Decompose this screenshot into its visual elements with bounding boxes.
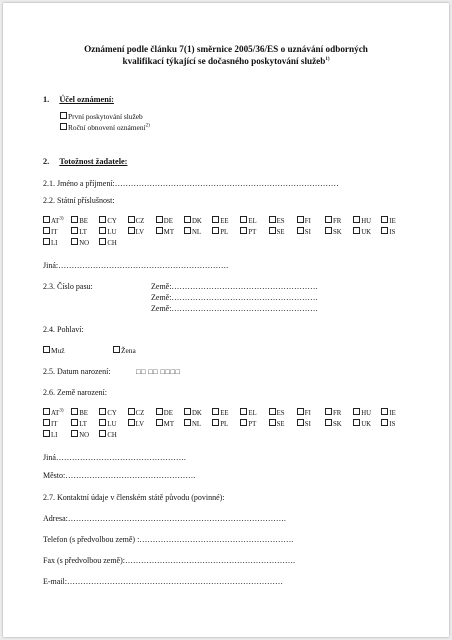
country-code: CZ (135, 218, 145, 225)
checkbox[interactable] (212, 216, 219, 223)
checkbox[interactable] (128, 419, 135, 426)
purpose-option-label: Roční obnovení oznámení (68, 123, 146, 132)
checkbox[interactable] (325, 419, 332, 426)
checkbox[interactable] (184, 216, 191, 223)
country-option-nl[interactable] (184, 419, 201, 428)
birthdate-label: 2.5. Datum narození: (43, 367, 111, 376)
country-code: AT (51, 410, 60, 417)
form-title-line-2-text: kvalifikací týkající se dočasného poskytování služeb (122, 56, 326, 66)
checkbox[interactable] (297, 227, 304, 234)
checkbox[interactable] (325, 227, 332, 234)
country-code: LT (79, 229, 87, 236)
gender-label: 2.4. Pohlaví: (43, 325, 84, 334)
checkbox[interactable] (381, 408, 388, 415)
checkbox[interactable] (71, 419, 78, 426)
country-option-pt[interactable] (240, 227, 256, 236)
checkbox[interactable] (43, 346, 50, 353)
section-2-number: 2. (43, 157, 50, 166)
country-option-no[interactable] (71, 430, 89, 439)
gender-option-female[interactable] (113, 346, 136, 355)
country-code: EE (220, 218, 229, 225)
country-option-ee[interactable] (212, 408, 228, 417)
passport-country-field-3[interactable]: Země:………………………………………………. (151, 304, 318, 313)
country-code: HU (361, 410, 372, 417)
gender-option-label: Muž (51, 346, 65, 355)
checkbox[interactable] (381, 227, 388, 234)
country-option-lt[interactable] (71, 419, 87, 428)
form-page (3, 3, 449, 637)
country-option-cz[interactable] (128, 216, 145, 225)
country-code: CH (107, 432, 117, 439)
country-option-es[interactable] (269, 408, 285, 417)
checkbox[interactable] (269, 227, 276, 234)
checkbox[interactable] (353, 419, 360, 426)
country-option-lv[interactable] (128, 227, 144, 236)
checkbox[interactable] (156, 227, 163, 234)
country-option-fr[interactable] (325, 216, 341, 225)
checkbox[interactable] (43, 419, 50, 426)
checkbox[interactable] (269, 408, 276, 415)
country-option-fi[interactable] (297, 408, 311, 417)
country-code: IT (51, 421, 58, 428)
country-option-lt[interactable] (71, 227, 87, 236)
checkbox[interactable] (325, 216, 332, 223)
country-code: LV (135, 229, 145, 236)
country-option-nl[interactable] (184, 227, 201, 236)
section-1-heading (43, 95, 114, 104)
country-code: PL (220, 421, 229, 428)
country-code: IS (389, 421, 396, 428)
checkbox[interactable] (43, 430, 50, 437)
country-option-no[interactable] (71, 238, 89, 247)
checkbox[interactable] (212, 419, 219, 426)
checkbox[interactable] (240, 408, 247, 415)
email-field[interactable]: E-mail:……………………………………………………………………… (43, 577, 283, 586)
checkbox[interactable] (71, 227, 78, 234)
country-code: MT (163, 421, 174, 428)
passport-country-field-1[interactable]: Země:………………………………………………. (151, 282, 318, 291)
checkbox[interactable] (43, 408, 50, 415)
country-option-hu[interactable] (353, 408, 371, 417)
checkbox[interactable] (212, 408, 219, 415)
country-option-lu[interactable] (99, 227, 116, 236)
country-code: SK (333, 421, 342, 428)
checkbox[interactable] (184, 408, 191, 415)
country-code: LI (51, 240, 58, 247)
nationality-label: 2.2. Státní příslušnost: (43, 196, 115, 205)
country-code: NL (192, 229, 202, 236)
checkbox[interactable] (43, 238, 50, 245)
country-code: ES (276, 410, 285, 417)
checkbox[interactable] (99, 408, 106, 415)
birthdate-boxes[interactable]: □□ □□ □□□□ (136, 367, 181, 376)
country-option-li[interactable] (43, 238, 57, 247)
checkbox[interactable] (71, 430, 78, 437)
country-code: LI (51, 432, 58, 439)
checkbox[interactable] (184, 227, 191, 234)
country-option-de[interactable] (156, 216, 173, 225)
fax-field[interactable]: Fax (s předvolbou země):………………………………………………………. (43, 556, 295, 565)
country-option-is[interactable] (381, 227, 395, 236)
country-option-sk[interactable] (325, 419, 342, 428)
country-code: UK (361, 229, 372, 236)
country-code: CY (107, 218, 117, 225)
form-title-line-1: Oznámení podle článku 7(1) směrnice 2005/36/ES o uznávání odborných (84, 44, 368, 54)
country-code: EE (220, 410, 229, 417)
checkbox[interactable] (184, 419, 191, 426)
checkbox[interactable] (156, 408, 163, 415)
country-option-el[interactable] (240, 216, 256, 225)
country-code: DE (163, 218, 173, 225)
other-nationality-field[interactable]: Jiná:………………………………………………………. (43, 261, 229, 270)
country-option-si[interactable] (297, 227, 311, 236)
checkbox[interactable] (99, 430, 106, 437)
country-code: PT (248, 421, 257, 428)
country-option-ie[interactable] (381, 408, 395, 417)
country-code: FR (333, 218, 342, 225)
country-code: FR (333, 410, 342, 417)
section-1-title: Účel oznámení: (59, 95, 114, 104)
footnote-marker: 3) (59, 216, 64, 222)
country-code: ES (276, 218, 285, 225)
country-option-ch[interactable] (99, 238, 116, 247)
country-code: FI (304, 218, 311, 225)
checkbox[interactable] (156, 216, 163, 223)
checkbox[interactable] (269, 419, 276, 426)
checkbox[interactable] (297, 419, 304, 426)
gender-option-label: Žena (121, 346, 136, 355)
phone-field[interactable]: Telefon (s předvolbou země) :…………………………………………………. (43, 535, 294, 544)
checkbox[interactable] (43, 227, 50, 234)
country-code: IT (51, 229, 58, 236)
checkbox[interactable] (353, 408, 360, 415)
country-option-is[interactable] (381, 419, 395, 428)
country-option-fr[interactable] (325, 408, 341, 417)
country-option-pt[interactable] (240, 419, 256, 428)
footnote-marker: 1) (325, 56, 330, 62)
city-field[interactable]: Město:…………………………………………. (43, 471, 196, 480)
contact-details-label: 2.7. Kontaktní údaje v členském státě původu (povinné): (43, 493, 225, 502)
full-name-field[interactable]: 2.1. Jméno a příjmení:………………………………………………………………………… (43, 179, 339, 188)
country-code: LU (107, 229, 117, 236)
other-birth-country-field[interactable]: Jiná…………………………………………. (43, 453, 186, 462)
checkbox[interactable] (240, 216, 247, 223)
checkbox[interactable] (353, 227, 360, 234)
country-code: IE (389, 218, 396, 225)
country-code: FI (304, 410, 311, 417)
country-option-be[interactable] (71, 216, 88, 225)
country-code: PT (248, 229, 257, 236)
checkbox[interactable] (381, 419, 388, 426)
section-2-title: Totožnost žadatele: (59, 157, 128, 166)
checkbox[interactable] (353, 216, 360, 223)
gender-option-male[interactable] (43, 346, 65, 355)
country-code: NL (192, 421, 202, 428)
checkbox[interactable] (71, 216, 78, 223)
country-code: NO (79, 240, 90, 247)
country-option-pl[interactable] (212, 419, 228, 428)
country-option-es[interactable] (269, 216, 285, 225)
country-code: BE (79, 410, 88, 417)
country-option-at[interactable] (43, 408, 63, 417)
checkbox[interactable] (297, 408, 304, 415)
country-option-fi[interactable] (297, 216, 311, 225)
checkbox[interactable] (128, 216, 135, 223)
footnote-marker: 3) (59, 408, 64, 414)
country-code: LU (107, 421, 117, 428)
country-option-pl[interactable] (212, 227, 228, 236)
country-option-uk[interactable] (353, 419, 371, 428)
checkbox[interactable] (269, 216, 276, 223)
country-code: EL (248, 410, 257, 417)
checkbox[interactable] (60, 112, 67, 119)
address-field[interactable]: Adresa:………………………………………………………………………. (43, 514, 286, 523)
country-code: AT (51, 218, 60, 225)
section-2-heading (43, 157, 127, 166)
country-option-de[interactable] (156, 408, 173, 417)
country-code: HU (361, 218, 372, 225)
country-code: CZ (135, 410, 145, 417)
purpose-option-annual-renewal[interactable] (60, 123, 150, 132)
country-option-be[interactable] (71, 408, 88, 417)
country-code: SK (333, 229, 342, 236)
country-option-dk[interactable] (184, 408, 202, 417)
country-code: NO (79, 432, 90, 439)
country-option-ee[interactable] (212, 216, 228, 225)
country-option-el[interactable] (240, 408, 256, 417)
country-code: PL (220, 229, 229, 236)
footnote-marker: 2) (145, 123, 150, 129)
country-option-hu[interactable] (353, 216, 371, 225)
country-option-se[interactable] (269, 227, 285, 236)
country-option-sk[interactable] (325, 227, 342, 236)
country-code: EL (248, 218, 257, 225)
country-option-mt[interactable] (156, 419, 174, 428)
country-option-se[interactable] (269, 419, 285, 428)
country-option-dk[interactable] (184, 216, 202, 225)
country-code: CY (107, 410, 117, 417)
checkbox[interactable] (240, 227, 247, 234)
section-1-number: 1. (43, 95, 50, 104)
country-code: SE (276, 421, 285, 428)
passport-label: 2.3. Číslo pasu: (43, 282, 93, 291)
checkbox[interactable] (325, 408, 332, 415)
checkbox[interactable] (99, 238, 106, 245)
country-option-mt[interactable] (156, 227, 174, 236)
country-code: BE (79, 218, 88, 225)
country-option-cy[interactable] (99, 216, 116, 225)
country-option-it[interactable] (43, 227, 57, 236)
checkbox[interactable] (60, 123, 67, 130)
country-code: LV (135, 421, 145, 428)
country-code: MT (163, 229, 174, 236)
country-option-at[interactable] (43, 216, 63, 225)
checkbox[interactable] (128, 227, 135, 234)
checkbox[interactable] (212, 227, 219, 234)
country-code: DK (192, 410, 202, 417)
country-option-cz[interactable] (128, 408, 145, 417)
country-code: UK (361, 421, 372, 428)
country-option-li[interactable] (43, 430, 57, 439)
purpose-option-first-provision[interactable] (60, 112, 143, 121)
country-option-ch[interactable] (99, 430, 116, 439)
country-code: DK (192, 218, 202, 225)
birth-country-label: 2.6. Země narození: (43, 388, 107, 397)
country-code: SI (304, 421, 311, 428)
checkbox[interactable] (113, 346, 120, 353)
country-option-si[interactable] (297, 419, 311, 428)
checkbox[interactable] (156, 419, 163, 426)
country-code: SI (304, 229, 311, 236)
checkbox[interactable] (128, 408, 135, 415)
checkbox[interactable] (99, 419, 106, 426)
country-option-it[interactable] (43, 419, 57, 428)
checkbox[interactable] (240, 419, 247, 426)
checkbox[interactable] (99, 216, 106, 223)
country-code: IE (389, 410, 396, 417)
checkbox[interactable] (43, 216, 50, 223)
checkbox[interactable] (71, 408, 78, 415)
country-code: LT (79, 421, 87, 428)
country-code: DE (163, 410, 173, 417)
checkbox[interactable] (71, 238, 78, 245)
checkbox[interactable] (297, 216, 304, 223)
country-code: IS (389, 229, 396, 236)
country-option-uk[interactable] (353, 227, 371, 236)
form-title-line-2 (3, 56, 449, 66)
country-option-ie[interactable] (381, 216, 395, 225)
checkbox[interactable] (381, 216, 388, 223)
country-option-lu[interactable] (99, 419, 116, 428)
country-option-cy[interactable] (99, 408, 116, 417)
country-code: SE (276, 229, 285, 236)
passport-country-field-2[interactable]: Země:………………………………………………. (151, 293, 318, 302)
country-code: CH (107, 240, 117, 247)
purpose-option-label: První poskytování služeb (68, 112, 143, 121)
country-option-lv[interactable] (128, 419, 144, 428)
checkbox[interactable] (99, 227, 106, 234)
